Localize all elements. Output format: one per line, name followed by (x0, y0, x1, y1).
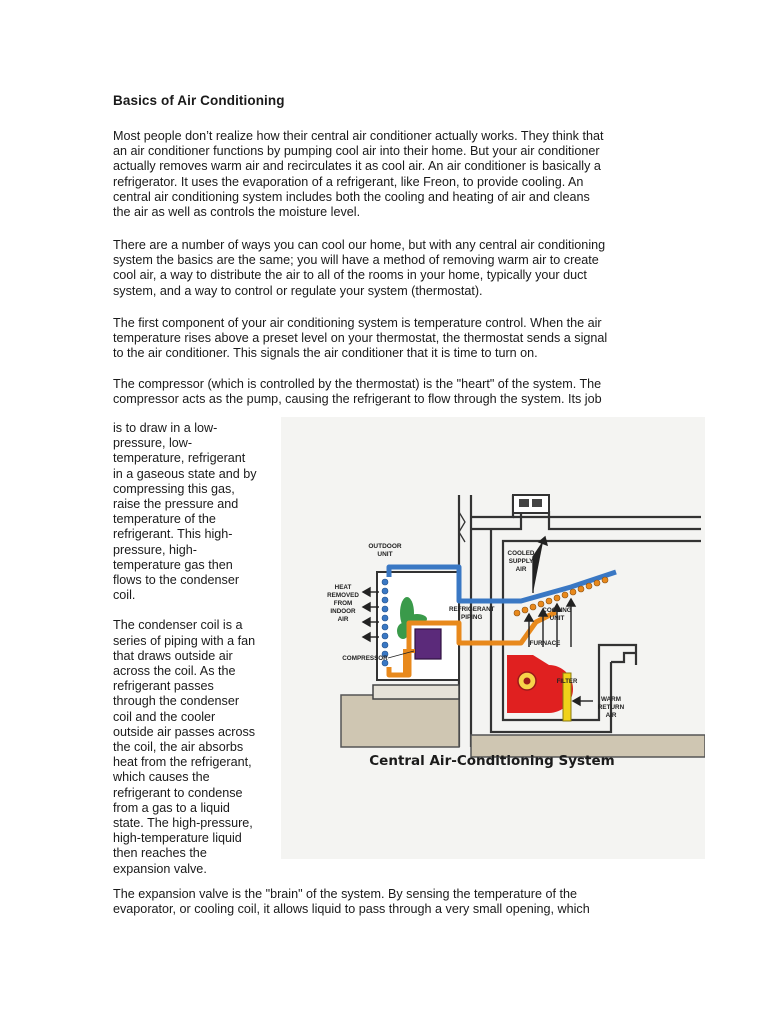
text-line: outside air passes across (113, 724, 256, 739)
compressor-icon (415, 629, 441, 659)
text-line: system the basics are the same; you will have a method of removing warm air to create (113, 253, 599, 268)
text-line: coil. (113, 588, 136, 603)
text-line: pressure, high- (113, 542, 197, 557)
label-warm-return-air: WARM (601, 696, 621, 703)
text-line: central air conditioning system includes both the cooling and heating of air and cleans (113, 189, 590, 204)
text-line: Most people don’t realize how their central air conditioner actually works. They think that (113, 129, 604, 143)
text-line: heat from the refrigerant, (113, 755, 252, 770)
text-line: refrigerant. This high- (113, 527, 233, 542)
text-line: state. The high-pressure, (113, 816, 253, 831)
outdoor-unit-icon (377, 572, 459, 680)
document-title: Basics of Air Conditioning (113, 93, 285, 108)
text-line: The first component of your air conditioning system is temperature control. When the air (113, 316, 602, 330)
label-outdoor-unit: UNIT (377, 551, 393, 558)
text-line: is to draw in a low- (113, 421, 218, 435)
ground (341, 695, 459, 747)
vent-slot (532, 499, 542, 507)
label-filter: FILTER (556, 679, 578, 685)
wrapped-text-column (113, 421, 281, 877)
label-cooled-supply-air: COOLED (507, 550, 535, 557)
return-air-arrow-icon (573, 697, 593, 705)
text-line: pressure, low- (113, 436, 193, 451)
paragraph-compressor (113, 377, 661, 407)
paragraph-intro (113, 129, 661, 220)
text-line: that draws outside air (113, 648, 233, 663)
label-outdoor-unit: OUTDOOR (368, 543, 402, 550)
text-line: to the air conditioner. This signals the air conditioner that it is time to turn on. (113, 346, 538, 361)
label-heat-removed: HEAT (334, 584, 352, 591)
figure-caption: Central Air-Conditioning System (369, 753, 615, 769)
text-line: refrigerator. It uses the evaporation of a refrigerant, like Freon, to provide cooling. An (113, 174, 584, 189)
label-furnace: FURNACE (529, 640, 561, 647)
text-line: compressing this gas, (113, 481, 235, 496)
text-line: through the condenser (113, 694, 240, 709)
text-line: temperature rises above a preset level on your thermostat, the thermostat sends a signal (113, 331, 608, 346)
vent-slot (519, 499, 529, 507)
label-compressor: COMPRESSOR (342, 655, 388, 662)
text-line: flows to the condenser (113, 573, 240, 588)
ac-system-diagram (281, 417, 705, 859)
text-line: then reaches the (113, 846, 207, 861)
text-line: series of piping with a fan (113, 633, 256, 648)
label-cooled-supply-air: SUPPLY (508, 558, 534, 565)
text-line: actually removes warm air and recirculates it as cool air. An air conditioner is basically a (113, 159, 601, 174)
text-line: refrigerant to condense (113, 785, 243, 800)
label-heat-removed: AIR (337, 616, 349, 623)
label-cooling-unit: COOLING (542, 607, 572, 614)
text-line: temperature gas then (113, 557, 233, 572)
text-line: in a gaseous state and by (113, 466, 257, 481)
text-line: system, and a way to control or regulate your system (thermostat). (113, 283, 483, 298)
label-cooling-unit: UNIT (549, 615, 565, 622)
text-line: compressor acts as the pump, causing the refrigerant to flow through the system. Its job (113, 392, 602, 407)
paragraph-gap (113, 603, 281, 618)
text-line: expansion valve. (113, 861, 207, 876)
text-line: cool air, a way to distribute the air to all of the rooms in your home, typically your duct (113, 268, 587, 283)
text-line: There are a number of ways you can cool our home, but with any central air conditioning (113, 238, 606, 252)
text-line: an air conditioner functions by pumping cool air into their home. But your air conditioner (113, 144, 600, 159)
label-refrigerant-piping: REFRIGERANT (449, 606, 495, 613)
paragraph-expansion-valve (113, 887, 661, 917)
paragraph-basics (113, 238, 661, 299)
label-heat-removed: REMOVED (327, 592, 359, 599)
text-line: evaporator, or cooling coil, it allows liquid to pass through a very small opening, which (113, 902, 590, 917)
paragraph-temperature-control (113, 316, 661, 362)
attic-wall (471, 495, 513, 517)
label-heat-removed: INDOOR (330, 608, 356, 615)
house-walls (459, 495, 705, 747)
text-line: across the coil. As the (113, 664, 236, 679)
text-line: The expansion valve is the "brain" of the system. By sensing the temperature of the (113, 887, 577, 901)
text-line: temperature of the (113, 512, 216, 527)
text-line: coil and the cooler (113, 709, 216, 724)
text-line: refrigerant passes (113, 679, 214, 694)
label-warm-return-air: AIR (605, 712, 617, 719)
text-line: which causes the (113, 770, 210, 785)
text-line: from a gas to a liquid (113, 800, 230, 815)
unit-pad (373, 685, 459, 699)
text-line: raise the pressure and (113, 497, 239, 512)
text-line: the air as well as controls the moisture level. (113, 205, 361, 220)
text-line: the coil, the air absorbs (113, 740, 244, 755)
label-warm-return-air: RETURN (597, 704, 625, 711)
text-line: The condenser coil is a (113, 618, 243, 633)
text-line: temperature, refrigerant (113, 451, 246, 466)
text-line: The compressor (which is controlled by the thermostat) is the "heart" of the system. The (113, 377, 602, 391)
supply-vent-icon (513, 495, 549, 513)
duct-wall-right (549, 511, 701, 529)
text-line: high-temperature liquid (113, 831, 242, 846)
label-heat-removed: FROM (333, 600, 353, 607)
label-cooled-supply-air: AIR (515, 566, 527, 573)
return-duct-inner (611, 653, 636, 662)
label-refrigerant-piping: PIPING (461, 614, 483, 621)
